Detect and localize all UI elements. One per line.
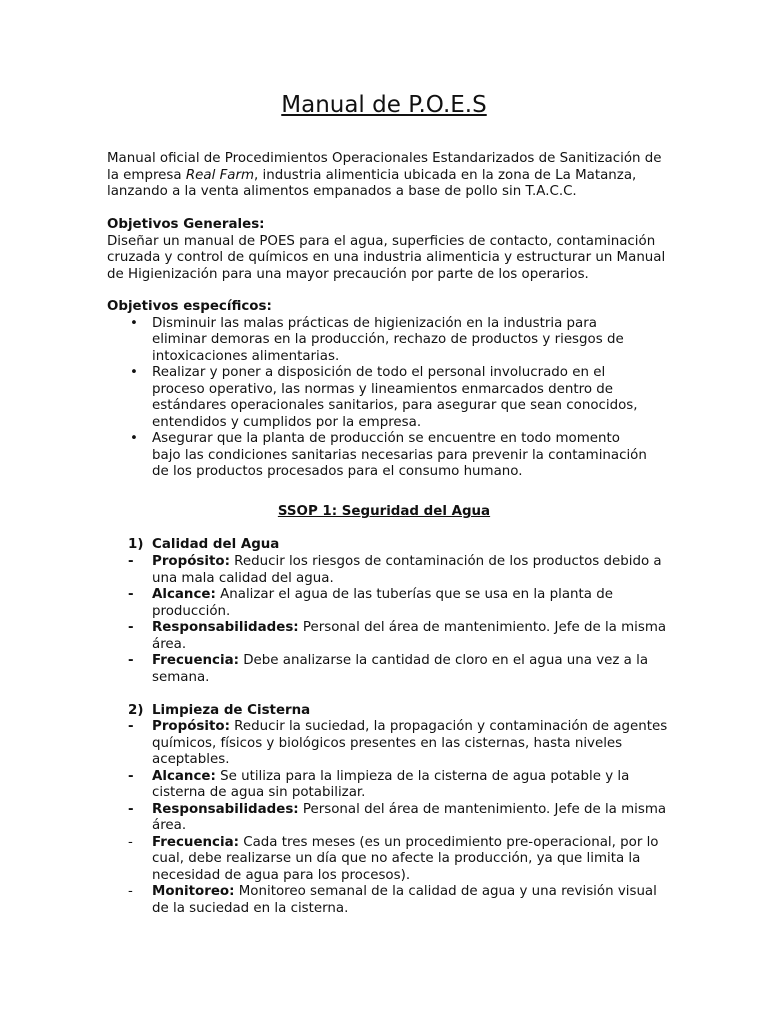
- dash-marker: -: [128, 554, 134, 569]
- section-1-title: Calidad del Agua: [152, 537, 280, 552]
- section-1-number: 1): [128, 537, 144, 552]
- item-text: Personal del área de mantenimiento. Jefe de la misma área.: [152, 801, 667, 833]
- section-2-heading: [128, 703, 310, 720]
- section-2-item: [128, 769, 668, 802]
- section-2-item: [128, 802, 668, 835]
- dash-marker: -: [128, 620, 134, 635]
- dash-marker: -: [128, 719, 134, 734]
- intro-text-before: Manual oficial de Procedimientos Operacionales Estandarizados de Sanitización de la empresa: [107, 151, 662, 183]
- company-name: Real Farm: [185, 167, 255, 183]
- item-text: Cada tres meses (es un procedimiento pre-operacional, por lo cual, debe realizarse un día que no afecte la producción, ya que limita la necesidad de agua para los procesos).: [152, 834, 659, 883]
- objetivos-generales-text: Diseñar un manual de POES para el agua, superficies de contacto, contaminación cruzada y control de químicos en una industria alimenticia y estructurar un Manual de Higienización para una mayor precaución por parte de los operarios.: [107, 233, 666, 282]
- dash-marker: -: [128, 653, 134, 668]
- item-label: Responsabilidades:: [152, 801, 299, 817]
- ssop-title: SSOP 1: Seguridad del Agua: [277, 504, 491, 519]
- dash-marker: -: [128, 587, 134, 602]
- section-1-item: [128, 653, 668, 686]
- list-item: • Realizar y poner a disposición de todo el personal involucrado en el proceso operativo, las normas y lineamientos enmarcados dentro de estándares operacionales sanitarios, para asegurar que sean conocidos, entendidos y cumplidos por la empresa.: [107, 365, 652, 431]
- item-text: Monitoreo semanal de la calidad de agua y una revisión visual de la suciedad en la cisterna.: [152, 884, 657, 916]
- section-1-item: [128, 620, 668, 653]
- item-text: Personal del área de mantenimiento. Jefe de la misma área.: [152, 620, 667, 652]
- item-text: Se utiliza para la limpieza de la cisterna de agua potable y la cisterna de agua sin potabilizar.: [152, 768, 630, 800]
- section-2-item: [128, 719, 668, 769]
- item-label: Frecuencia:: [152, 653, 239, 668]
- item-text: Reducir la suciedad, la propagación y contaminación de agentes químicos, físicos y biológicos presentes en las cisternas, hasta niveles aceptables.: [152, 719, 668, 767]
- section-1-item: [128, 587, 668, 620]
- intro-text-after: , industria alimenticia ubicada en la zona de La Matanza, lanzando a la venta alimentos empanados a base de pollo sin T.A.C.C.: [107, 167, 637, 199]
- section-1-item: [128, 554, 668, 587]
- item-label: Propósito:: [152, 554, 230, 569]
- dash-marker: -: [128, 884, 133, 899]
- dash-marker: -: [128, 801, 134, 817]
- section-2-items: [128, 719, 668, 917]
- section-2-item: [128, 835, 668, 885]
- objetivos-generales-section: [107, 217, 667, 283]
- dash-marker: -: [128, 768, 134, 784]
- item-label: Monitoreo:: [152, 884, 235, 899]
- item-text: Debe analizarse la cantidad de cloro en el agua una vez a la semana.: [152, 653, 649, 685]
- document-title: Manual de P.O.E.S: [281, 92, 487, 118]
- dash-marker: -: [128, 834, 133, 850]
- item-label: Alcance:: [152, 587, 216, 602]
- section-2-title: Limpieza de Cisterna: [152, 703, 311, 718]
- objetivos-especificos-heading: Objetivos específicos:: [107, 299, 272, 314]
- item-text: Reducir los riesgos de contaminación de los productos debido a una mala calidad del agua.: [152, 554, 662, 586]
- objetivos-generales-heading: Objetivos Generales:: [107, 217, 265, 232]
- objetivos-especificos-list: [107, 316, 652, 481]
- section-1-items: [128, 554, 668, 686]
- item-label: Responsabilidades:: [152, 620, 299, 635]
- item-label: Frecuencia:: [152, 834, 239, 850]
- objetivos-especificos-section: [107, 299, 652, 481]
- section-2-item: [128, 884, 668, 917]
- item-label: Alcance:: [152, 768, 216, 784]
- intro-paragraph: [107, 151, 677, 201]
- item-text: Analizar el agua de las tuberías que se usa en la planta de producción.: [152, 587, 613, 619]
- item-label: Propósito:: [152, 719, 230, 734]
- section-1-heading: [128, 537, 279, 554]
- list-item: • Disminuir las malas prácticas de higienización en la industria para eliminar demoras en la producción, rechazo de productos y riesgos de intoxicaciones alimentarias.: [107, 316, 652, 366]
- list-item: • Asegurar que la planta de producción se encuentre en todo momento bajo las condiciones sanitarias necesarias para prevenir la contaminación de los productos procesados para el consumo humano.: [107, 431, 652, 481]
- section-2-number: 2): [128, 703, 144, 718]
